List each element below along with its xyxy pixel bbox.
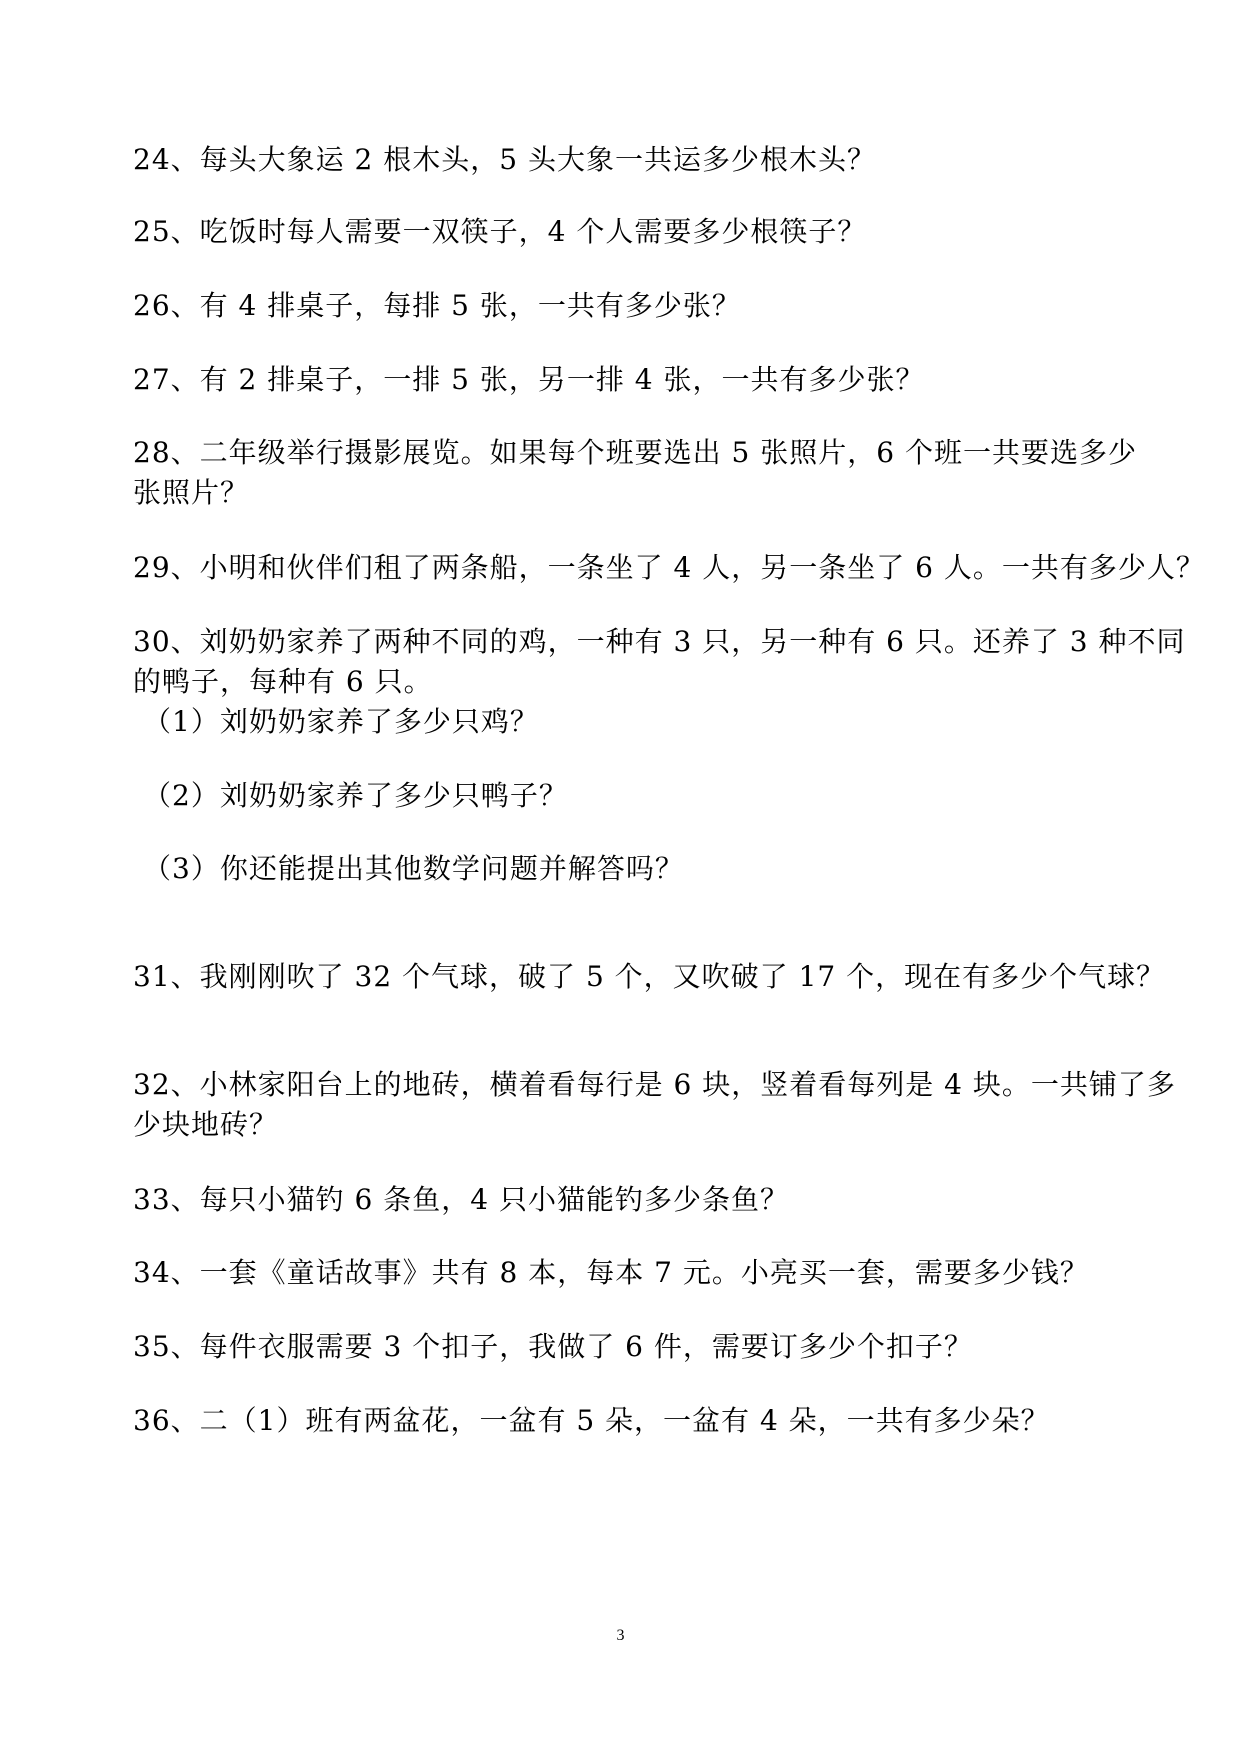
question-30-sub-2: （2）刘奶奶家养了多少只鸭子？ — [143, 779, 568, 812]
question-35-line-1: 35、每件衣服需要 3 个扣子，我做了 6 件，需要订多少个扣子？ — [133, 1330, 973, 1363]
question-36-line-1: 36、二（1）班有两盆花，一盆有 5 朵，一盆有 4 朵，一共有多少朵？ — [133, 1404, 1050, 1437]
question-32-line-2: 少块地砖？ — [133, 1108, 279, 1141]
question-27-line-1: 27、有 2 排桌子，一排 5 张，另一排 4 张，一共有多少张？ — [133, 363, 925, 396]
question-31-line-1: 31、我刚刚吹了 32 个气球，破了 5 个，又吹破了 17 个，现在有多少个气球？ — [133, 960, 1166, 993]
question-24-line-1: 24、每头大象运 2 根木头，5 头大象一共运多少根木头？ — [133, 143, 876, 176]
question-30-sub-3: （3）你还能提出其他数学问题并解答吗？ — [143, 852, 684, 885]
question-30-sub-1: （1）刘奶奶家养了多少只鸡？ — [143, 705, 539, 738]
question-30-line-1: 30、刘奶奶家养了两种不同的鸡，一种有 3 只，另一种有 6 只。还养了 3 种不同 — [133, 625, 1186, 658]
question-28-line-1: 28、二年级举行摄影展览。如果每个班要选出 5 张照片，6 个班一共要选多少 — [133, 436, 1137, 469]
question-33-line-1: 33、每只小猫钓 6 条鱼，4 只小猫能钓多少条鱼？ — [133, 1183, 789, 1216]
page-number: 3 — [616, 1627, 625, 1644]
question-26-line-1: 26、有 4 排桌子，每排 5 张，一共有多少张？ — [133, 289, 741, 322]
question-34-line-1: 34、一套《童话故事》共有 8 本，每本 7 元。小亮买一套，需要多少钱？ — [133, 1256, 1089, 1289]
question-32-line-1: 32、小林家阳台上的地砖，横着看每行是 6 块，竖着看每列是 4 块。一共铺了多 — [133, 1068, 1176, 1101]
question-29-line-1: 29、小明和伙伴们租了两条船，一条坐了 4 人，另一条坐了 6 人。一共有多少人？ — [133, 551, 1205, 584]
question-28-line-2: 张照片？ — [133, 476, 250, 509]
question-30-line-2: 的鸭子，每种有 6 只。 — [133, 665, 433, 698]
question-25-line-1: 25、吃饭时每人需要一双筷子，4 个人需要多少根筷子？ — [133, 215, 867, 248]
